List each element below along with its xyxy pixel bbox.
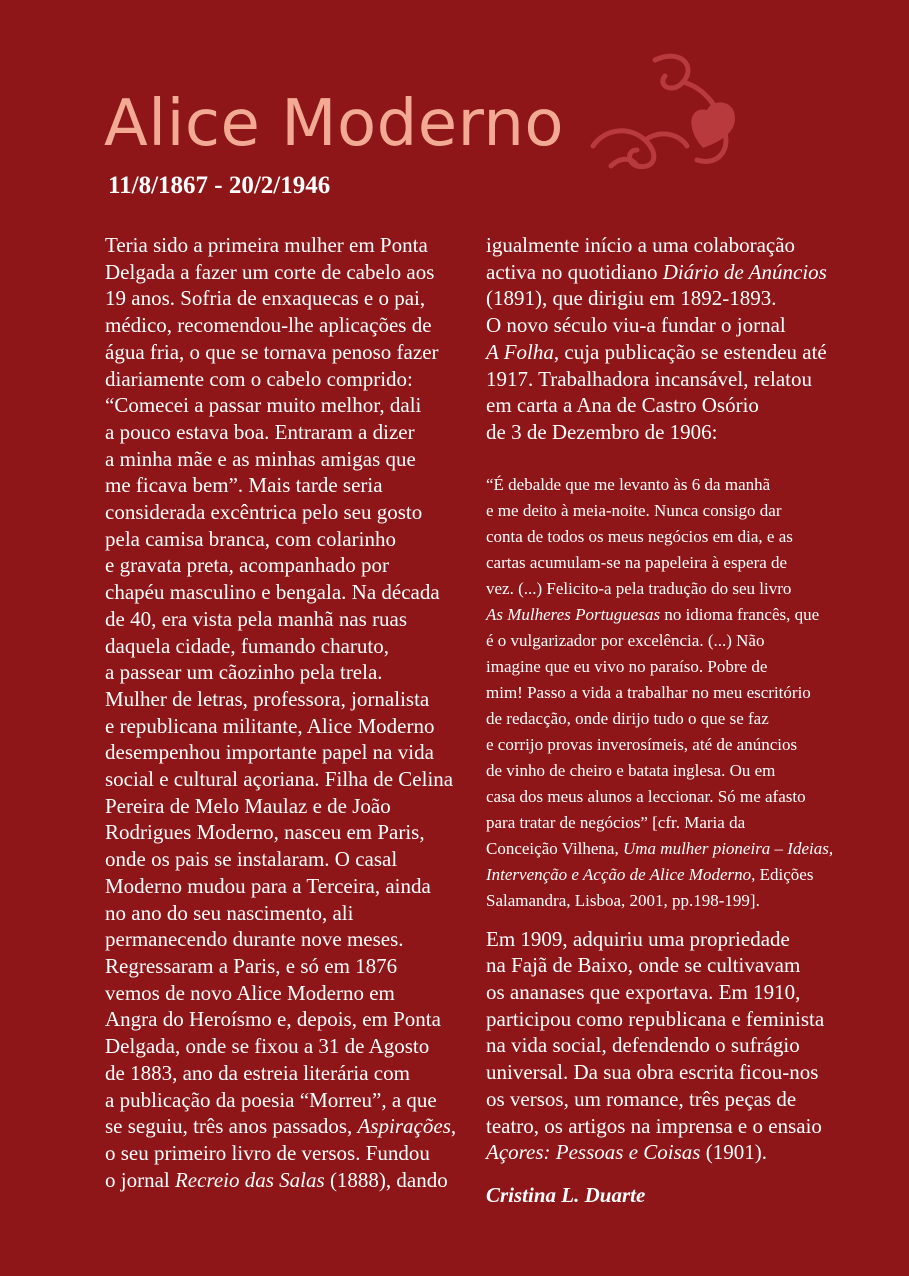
text-line: e republicana militante, Alice Moderno: [105, 713, 435, 738]
text-segment: ,: [450, 1114, 457, 1139]
quote-line: conta de todos os meus negócios em dia, e as: [486, 526, 793, 546]
text-line: “Comecei a passar muito melhor, dali: [105, 393, 422, 418]
text-line: permanecendo durante nove meses.: [105, 927, 404, 952]
text-line: [486, 259, 831, 286]
text-line: [105, 1113, 457, 1140]
text-segment: (1901).: [700, 1140, 767, 1165]
text-line: considerada excêntrica pelo seu gosto: [105, 500, 423, 525]
text-line: água fria, o que se tornava penoso fazer: [105, 339, 439, 364]
quote-line: e me deito à meia-noite. Nunca consigo dar: [486, 500, 782, 520]
text-line: e gravata preta, acompanhado por: [105, 553, 389, 578]
text-line: Pereira de Melo Maulaz e de João: [105, 793, 391, 818]
newspaper-title: Recreio das Salas: [174, 1167, 325, 1192]
text-line: de 3 de Dezembro de 1906:: [486, 419, 718, 444]
text-line: 19 anos. Sofria de enxaquecas e o pai,: [105, 286, 426, 311]
text-line: os ananases que exportava. Em 1910,: [486, 980, 801, 1005]
text-line: na vida social, defendendo o sufrágio: [486, 1033, 800, 1058]
book-title: Aspirações: [357, 1114, 451, 1139]
text-line: a publicação da poesia “Morreu”, a que: [105, 1087, 437, 1112]
page-title: Alice Moderno: [104, 87, 565, 161]
text-segment: se seguiu, três anos passados,: [105, 1114, 358, 1139]
text-line: chapéu masculino e bengala. Na década: [105, 580, 440, 605]
text-line: vemos de novo Alice Moderno em: [105, 980, 395, 1005]
text-line: Teria sido a primeira mulher em Ponta: [105, 233, 428, 257]
text-line: Rodrigues Moderno, nasceu em Paris,: [105, 820, 425, 845]
text-segment: Conceição Vilhena,: [486, 838, 623, 858]
text-segment: , cuja publicação se estendeu até: [553, 339, 827, 364]
text-segment: activa no quotidiano: [486, 259, 663, 284]
text-line: Moderno mudou para a Terceira, ainda: [105, 873, 431, 898]
left-column: [105, 232, 457, 1193]
quote-line: vez. (...) Felicito-a pela tradução do seu livro: [486, 578, 792, 598]
text-line: a minha mãe e as minhas amigas que: [105, 446, 416, 471]
spacer: [486, 446, 831, 472]
text-segment: , Edições: [751, 864, 814, 884]
text-line: [105, 1167, 450, 1194]
quote-line: cartas acumulam-se na papeleira à espera de: [486, 552, 788, 572]
right-column: [486, 232, 834, 1208]
quote-line: [486, 862, 831, 888]
text-line: os versos, um romance, três peças de: [486, 1086, 797, 1111]
quote-line: e corrijo provas inverosímeis, até de anúncios: [486, 734, 798, 754]
quote-line: é o vulgarizador por excelência. (...) Não: [486, 630, 765, 650]
text-line: Mulher de letras, professora, jornalista: [105, 686, 430, 711]
text-line: o seu primeiro livro de versos. Fundou: [105, 1140, 430, 1165]
book-title: Açores: Pessoas e Coisas: [486, 1140, 701, 1165]
book-title: Intervenção e Acção de Alice Moderno: [486, 864, 752, 884]
text-line: onde os pais se instalaram. O casal: [105, 847, 398, 872]
text-line: diariamente com o cabelo comprido:: [105, 366, 413, 391]
text-line: pela camisa branca, com colarinho: [105, 526, 396, 551]
quote-line: “É debalde que me levanto às 6 da manhã: [486, 474, 771, 494]
continuation-paragraph: [486, 232, 831, 446]
quote-line: para tratar de negócios” [cfr. Maria da: [486, 812, 746, 832]
text-line: de 1883, ano da estreia literária com: [105, 1060, 410, 1085]
newspaper-title: Diário de Anúncios: [662, 259, 827, 284]
quote-line: imagine que eu vivo no paraíso. Pobre de: [486, 656, 768, 676]
quote-line: mim! Passo a vida a trabalhar no meu escritório: [486, 682, 811, 702]
text-line: na Fajã de Baixo, onde se cultivavam: [486, 953, 801, 978]
text-line: de 40, era vista pela manhã nas ruas: [105, 606, 408, 631]
text-line: Delgada, onde se fixou a 31 de Agosto: [105, 1034, 430, 1059]
text-line: O novo século viu-a fundar o jornal: [486, 313, 786, 338]
text-line: social e cultural açoriana. Filha de Celina: [105, 767, 454, 792]
text-line: (1891), que dirigiu em 1892-1893.: [486, 286, 777, 311]
text-line: médico, recomendou-lhe aplicações de: [105, 313, 432, 338]
book-title: Uma mulher pioneira – Ideias,: [622, 838, 834, 858]
text-line: [486, 1139, 831, 1166]
quote-line: [486, 602, 831, 628]
text-line: Regressaram a Paris, e só em 1876: [105, 953, 398, 978]
text-line: a pouco estava boa. Entraram a dizer: [105, 419, 415, 444]
text-segment: o jornal: [105, 1167, 175, 1192]
text-line: me ficava bem”. Mais tarde seria: [105, 473, 383, 498]
text-line: igualmente início a uma colaboração: [486, 233, 796, 257]
spacer: [486, 914, 831, 926]
newspaper-title: A Folha: [486, 339, 554, 364]
text-line: Angra do Heroísmo e, depois, em Ponta: [105, 1007, 441, 1032]
heart-swirl-ornament-icon: [585, 48, 755, 178]
text-line: 1917. Trabalhadora incansável, relatou: [486, 366, 812, 391]
text-line: a passear um cãozinho pela trela.: [105, 660, 383, 685]
text-segment: no idioma francês, que: [660, 604, 820, 624]
text-line: daquela cidade, fumando charuto,: [105, 633, 389, 658]
biography-paragraph: [105, 232, 457, 1193]
text-line: Em 1909, adquiriu uma propriedade: [486, 926, 790, 951]
closing-paragraph: [486, 926, 831, 1166]
author-signature: Cristina L. Duarte: [486, 1182, 646, 1207]
text-line: teatro, os artigos na imprensa e o ensaio: [486, 1113, 822, 1138]
text-line: desempenhou importante papel na vida: [105, 740, 434, 765]
text-line: em carta a Ana de Castro Osório: [486, 393, 759, 418]
text-line: participou como republicana e feminista: [486, 1006, 825, 1031]
text-line: no ano do seu nascimento, ali: [105, 900, 354, 925]
quote-line: [486, 836, 834, 862]
quote-line: Salamandra, Lisboa, 2001, pp.198-199].: [486, 890, 760, 910]
text-line: universal. Da sua obra escrita ficou-nos: [486, 1060, 819, 1085]
life-dates: 11/8/1867 - 20/2/1946: [108, 172, 331, 199]
text-segment: (1888), dando: [324, 1167, 448, 1192]
quote-line: de vinho de cheiro e batata inglesa. Ou em: [486, 760, 776, 780]
quote-line: de redacção, onde dirijo tudo o que se faz: [486, 708, 769, 728]
text-line: [486, 339, 831, 366]
text-line: Delgada a fazer um corte de cabelo aos: [105, 259, 435, 284]
letter-quote: [486, 472, 834, 914]
book-title: As Mulheres Portuguesas: [486, 604, 661, 624]
quote-line: casa dos meus alunos a leccionar. Só me afasto: [486, 786, 806, 806]
